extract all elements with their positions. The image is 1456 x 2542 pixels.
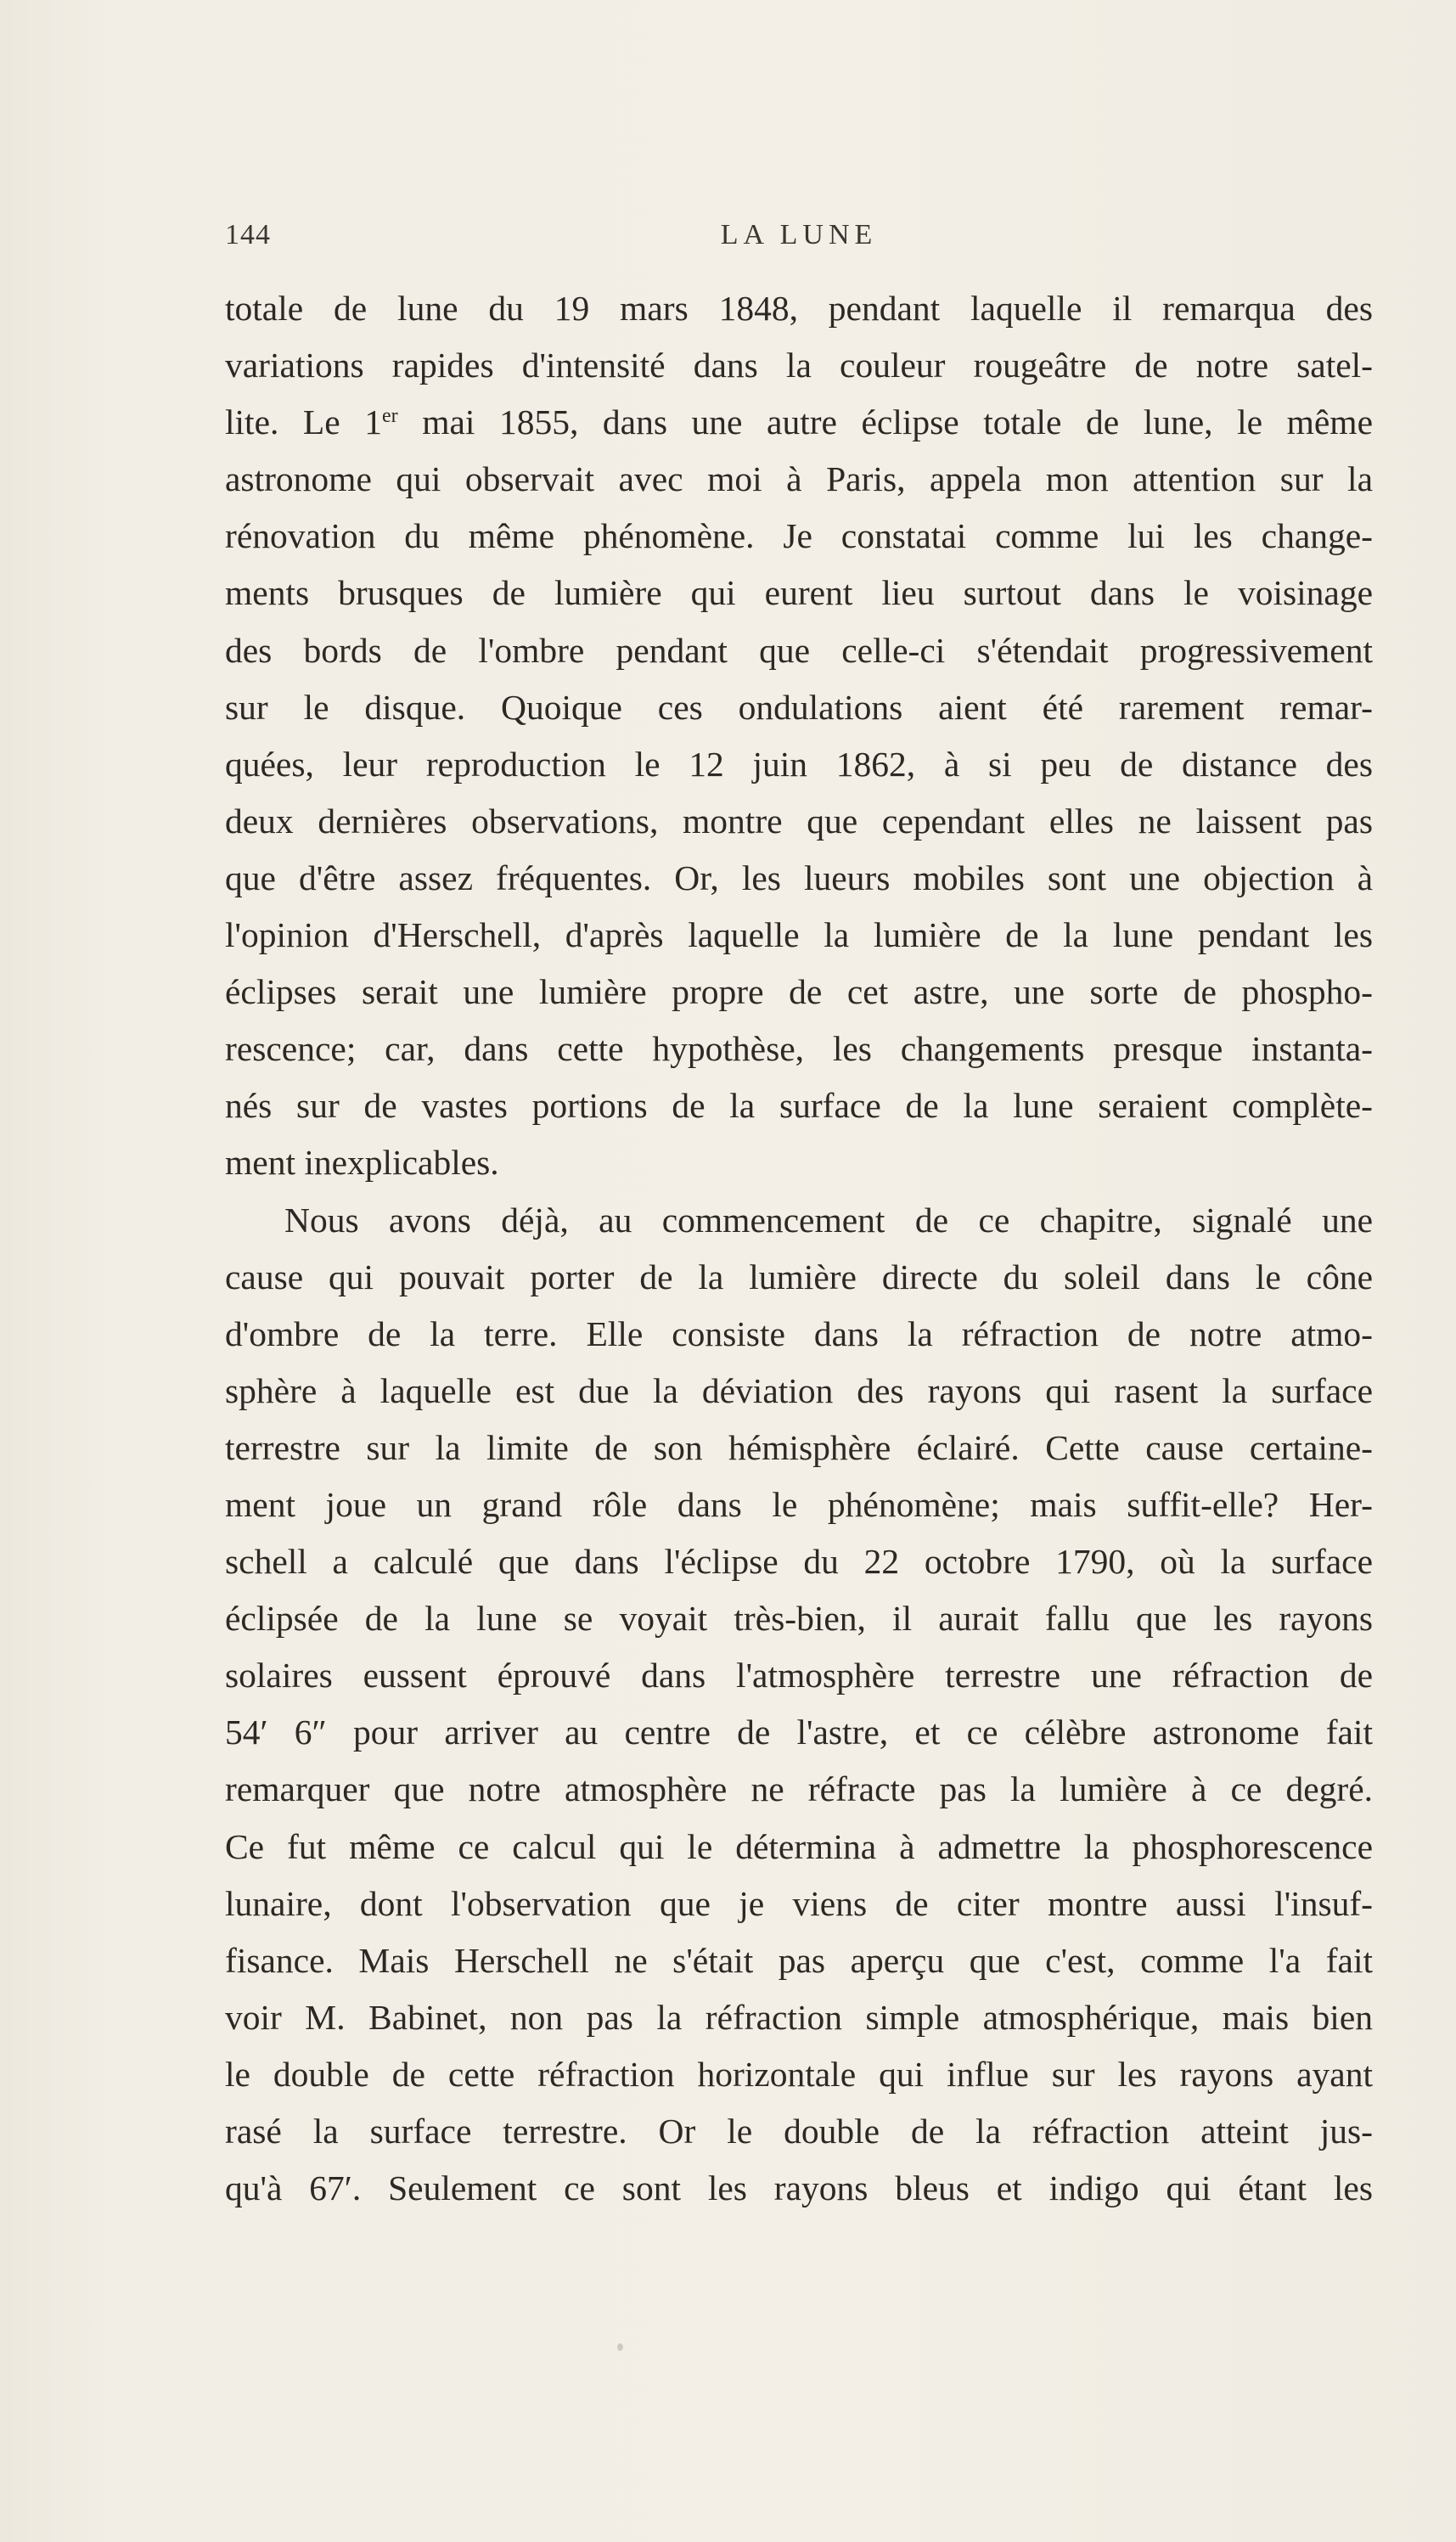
body-text bbox=[225, 280, 1373, 2217]
text-line: fisance. Mais Herschell ne s'était pas aperçu que c'est, comme l'a fait bbox=[225, 1940, 1373, 1980]
text-fragment: mai 1855, dans une autre éclipse totale de lune, le même bbox=[397, 402, 1373, 442]
text-line: lunaire, dont l'observation que je viens de citer montre aussi l'insuf- bbox=[225, 1883, 1373, 1923]
text-line: totale de lune du 19 mars 1848, pendant laquelle il remarqua des bbox=[225, 289, 1373, 328]
text-line: remarquer que notre atmosphère ne réfracte pas la lumière à ce degré. bbox=[225, 1769, 1373, 1809]
text-line: 54′ 6″ pour arriver au centre de l'astre, et ce célèbre astronome fait bbox=[225, 1712, 1373, 1752]
running-title: LA LUNE bbox=[720, 219, 878, 250]
text-fragment: lite. Le 1 bbox=[225, 402, 383, 442]
text-line: sphère à laquelle est due la déviation des rayons qui rasent la surface bbox=[225, 1370, 1373, 1410]
text-line: Ce fut même ce calcul qui le détermina à admettre la phosphorescence bbox=[225, 1826, 1373, 1866]
text-line: éclipses serait une lumière propre de cet astre, une sorte de phospho- bbox=[225, 972, 1373, 1012]
text-line: nés sur de vastes portions de la surface de la lune seraient complète- bbox=[225, 1086, 1373, 1126]
text-line: voir M. Babinet, non pas la réfraction simple atmosphérique, mais bien bbox=[225, 1997, 1373, 2037]
superscript: er bbox=[382, 405, 398, 428]
text-line: solaires eussent éprouvé dans l'atmosphère terrestre une réfraction de bbox=[225, 1656, 1373, 1696]
page-number: 144 bbox=[225, 219, 271, 250]
text-line: astronome qui observait avec moi à Paris, appela mon attention sur la bbox=[225, 459, 1373, 499]
running-head bbox=[225, 219, 1373, 253]
text-line: qu'à 67′. Seulement ce sont les rayons bleus et indigo qui étant les bbox=[225, 2168, 1373, 2208]
text-line: terrestre sur la limite de son hémisphère éclairé. Cette cause certaine- bbox=[225, 1427, 1373, 1467]
paper-speck bbox=[617, 2343, 623, 2351]
text-line: d'ombre de la terre. Elle consiste dans la réfraction de notre atmo- bbox=[225, 1313, 1373, 1353]
text-line: cause qui pouvait porter de la lumière directe du soleil dans le cône bbox=[225, 1257, 1373, 1296]
text-line: rescence; car, dans cette hypothèse, les changements presque instanta- bbox=[225, 1029, 1373, 1069]
text-line: des bords de l'ombre pendant que celle-ci s'étendait progressivement bbox=[225, 630, 1373, 670]
text-line: schell a calculé que dans l'éclipse du 22 octobre 1790, où la surface bbox=[225, 1542, 1373, 1582]
text-line: sur le disque. Quoique ces ondulations aient été rarement remar- bbox=[225, 687, 1373, 727]
text-line: Nous avons déjà, au commencement de ce chapitre, signalé une bbox=[284, 1200, 1373, 1240]
text-line: ment joue un grand rôle dans le phénomène; mais suffit-elle? Her- bbox=[225, 1484, 1373, 1524]
text-line: le double de cette réfraction horizontale qui influe sur les rayons ayant bbox=[225, 2054, 1373, 2094]
text-line: rénovation du même phénomène. Je constatai comme lui les change- bbox=[225, 516, 1373, 556]
text-line: ments brusques de lumière qui eurent lieu surtout dans le voisinage bbox=[225, 573, 1373, 613]
text-line: deux dernières observations, montre que cependant elles ne laissent pas bbox=[225, 801, 1373, 841]
text-line: éclipsée de la lune se voyait très-bien, il aurait fallu que les rayons bbox=[225, 1599, 1373, 1639]
text-line: l'opinion d'Herschell, d'après laquelle la lumière de la lune pendant les bbox=[225, 915, 1373, 955]
text-line: variations rapides d'intensité dans la couleur rougeâtre de notre satel- bbox=[225, 346, 1373, 385]
text-line: ment inexplicables. bbox=[225, 1143, 499, 1183]
text-line-with-superscript bbox=[225, 394, 1373, 451]
text-line: rasé la surface terrestre. Or le double de la réfraction atteint jus- bbox=[225, 2112, 1373, 2151]
text-line: quées, leur reproduction le 12 juin 1862, à si peu de distance des bbox=[225, 744, 1373, 784]
text-line: que d'être assez fréquentes. Or, les lueurs mobiles sont une objection à bbox=[225, 858, 1373, 897]
